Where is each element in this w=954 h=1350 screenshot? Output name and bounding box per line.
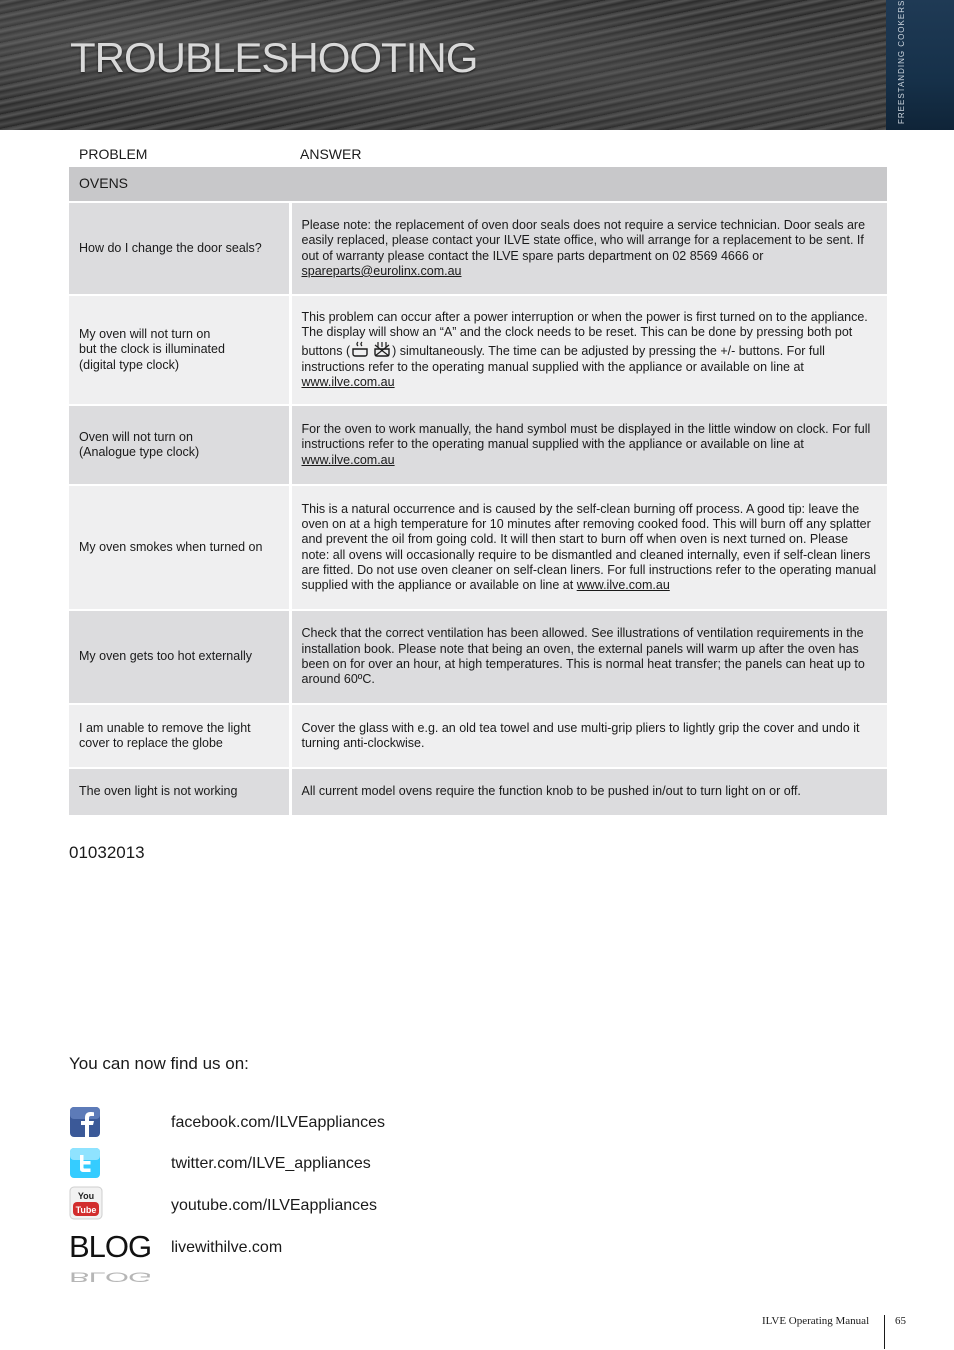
answer-cell: All current model ovens require the function knob to be pushed in/out to turn light on or off. xyxy=(290,768,887,815)
ilve-website-link[interactable]: www.ilve.com.au xyxy=(576,578,670,593)
facebook-icon[interactable] xyxy=(69,1106,101,1138)
answer-cell: Check that the correct ventilation has been allowed. See illustrations of ventilation requirements in the installation book. Please note that being an oven, the external panels will warm up after the oven has been on for over an hour, at high temperatures. This is normal heat transfer; the panels can heat up to around 60ºC. xyxy=(290,610,887,704)
document-code: 01032013 xyxy=(69,843,145,862)
problem-cell: My oven gets too hot externally xyxy=(69,610,290,704)
table-row xyxy=(69,405,887,485)
problem-cell: My oven smokes when turned on xyxy=(69,485,290,610)
table-row xyxy=(69,295,887,405)
blog-logo-text: BLOG xyxy=(69,1229,152,1264)
spare-parts-email-link[interactable]: spareparts@eurolinx.com.au xyxy=(301,263,462,278)
page-title: TROUBLESHOOTING xyxy=(70,34,478,81)
problem-text-line: (digital type clock) xyxy=(79,357,180,372)
ilve-website-link[interactable]: www.ilve.com.au xyxy=(301,374,395,389)
blog-link[interactable]: livewithilve.com xyxy=(171,1239,283,1256)
section-label: OVENS xyxy=(69,167,887,202)
table-row xyxy=(69,202,887,295)
blog-logo-reflection: BLOG xyxy=(69,1268,152,1285)
problem-text-line: I am unable to remove the light xyxy=(79,720,251,735)
svg-text:Tube: Tube xyxy=(75,1205,97,1215)
page-number: 65 xyxy=(895,1315,906,1327)
answer-text: For the oven to work manually, the hand symbol must be displayed in the little window on clock. For full instructions refer to the operating manual supplied with the appliance or available on line at xyxy=(301,422,871,452)
column-header-problem: PROBLEM xyxy=(79,146,148,162)
blog-logo[interactable] xyxy=(69,1229,152,1285)
answer-cell xyxy=(290,202,887,295)
table-column-headers xyxy=(79,146,879,162)
twitter-link[interactable]: twitter.com/ILVE_appliances xyxy=(171,1155,371,1172)
problem-cell xyxy=(69,704,290,768)
problem-cell: How do I change the door seals? xyxy=(69,202,290,295)
problem-text-line: (Analogue type clock) xyxy=(79,445,200,459)
ilve-website-link[interactable]: www.ilve.com.au xyxy=(301,452,395,467)
table-row xyxy=(69,610,887,704)
table-row xyxy=(69,704,887,768)
answer-cell xyxy=(290,405,887,485)
problem-cell xyxy=(69,295,290,405)
header-banner xyxy=(0,0,886,130)
twitter-icon[interactable] xyxy=(69,1147,101,1179)
problem-text-line: Oven will not turn on xyxy=(79,429,193,444)
problem-text-line: but the clock is illuminated xyxy=(79,342,225,357)
problem-cell: The oven light is not working xyxy=(69,768,290,815)
table-row xyxy=(69,768,887,815)
answer-cell: Cover the glass with e.g. an old tea towel and use multi-grip pliers to lightly grip the cover and undo it turning anti-clockwise. xyxy=(290,704,887,768)
answer-text: This problem can occur after a power interruption or when the power is first turned on to the appliance. The display will show an “A” and the clock needs to be reset. This can be done by pressing both pot buttons ( xyxy=(301,309,868,359)
svg-text:You: You xyxy=(77,1191,95,1201)
troubleshooting-table xyxy=(69,167,887,815)
youtube-link[interactable]: youtube.com/ILVEappliances xyxy=(171,1197,378,1214)
facebook-link[interactable]: facebook.com/ILVEappliances xyxy=(171,1114,386,1131)
footer-divider xyxy=(884,1315,885,1349)
pot-buttons-icon xyxy=(350,340,392,358)
answer-text: Please note: the replacement of oven door seals does not require a service technician. Door seals are easily replaced, please contact your ILVE state office, who will arrange for a replacement to be sent. If out of warranty please contact the ILVE spare parts department on 02 8569 4666 or xyxy=(301,217,866,263)
answer-text: ) simultaneously. The time can be adjusted by pressing the +/- buttons. For full instructions refer to the operating manual supplied with the appliance or available on line at xyxy=(301,344,825,374)
problem-cell xyxy=(69,405,290,485)
youtube-icon[interactable] xyxy=(69,1186,103,1220)
table-row xyxy=(69,485,887,610)
answer-text: This is a natural occurrence and is caused by the self-clean burning off process. A good tip: leave the oven on at a high temperature for 10 minutes after removing cooked food. This will burn off any splatter and prevent the oil from going cold. It will then start to burn off when oven is next turned on. Please note: all ovens will occasionally require to be dismantled and cleaned internally, even if self-clean liners are fitted. Do not use oven cleaner on self-clean liners. For full instructions refer to the operating manual supplied with the appliance or available on line at xyxy=(301,501,877,593)
problem-text-line: My oven will not turn on xyxy=(79,327,211,342)
social-heading: You can now find us on: xyxy=(69,1054,249,1073)
section-row xyxy=(69,167,887,202)
section-tab-label: FREESTANDING COOKERS xyxy=(897,0,906,124)
column-header-answer: ANSWER xyxy=(300,146,362,162)
answer-cell xyxy=(290,295,887,405)
answer-cell xyxy=(290,485,887,610)
problem-text-line: cover to replace the globe xyxy=(79,736,223,750)
footer-manual-title: ILVE Operating Manual xyxy=(762,1315,870,1327)
